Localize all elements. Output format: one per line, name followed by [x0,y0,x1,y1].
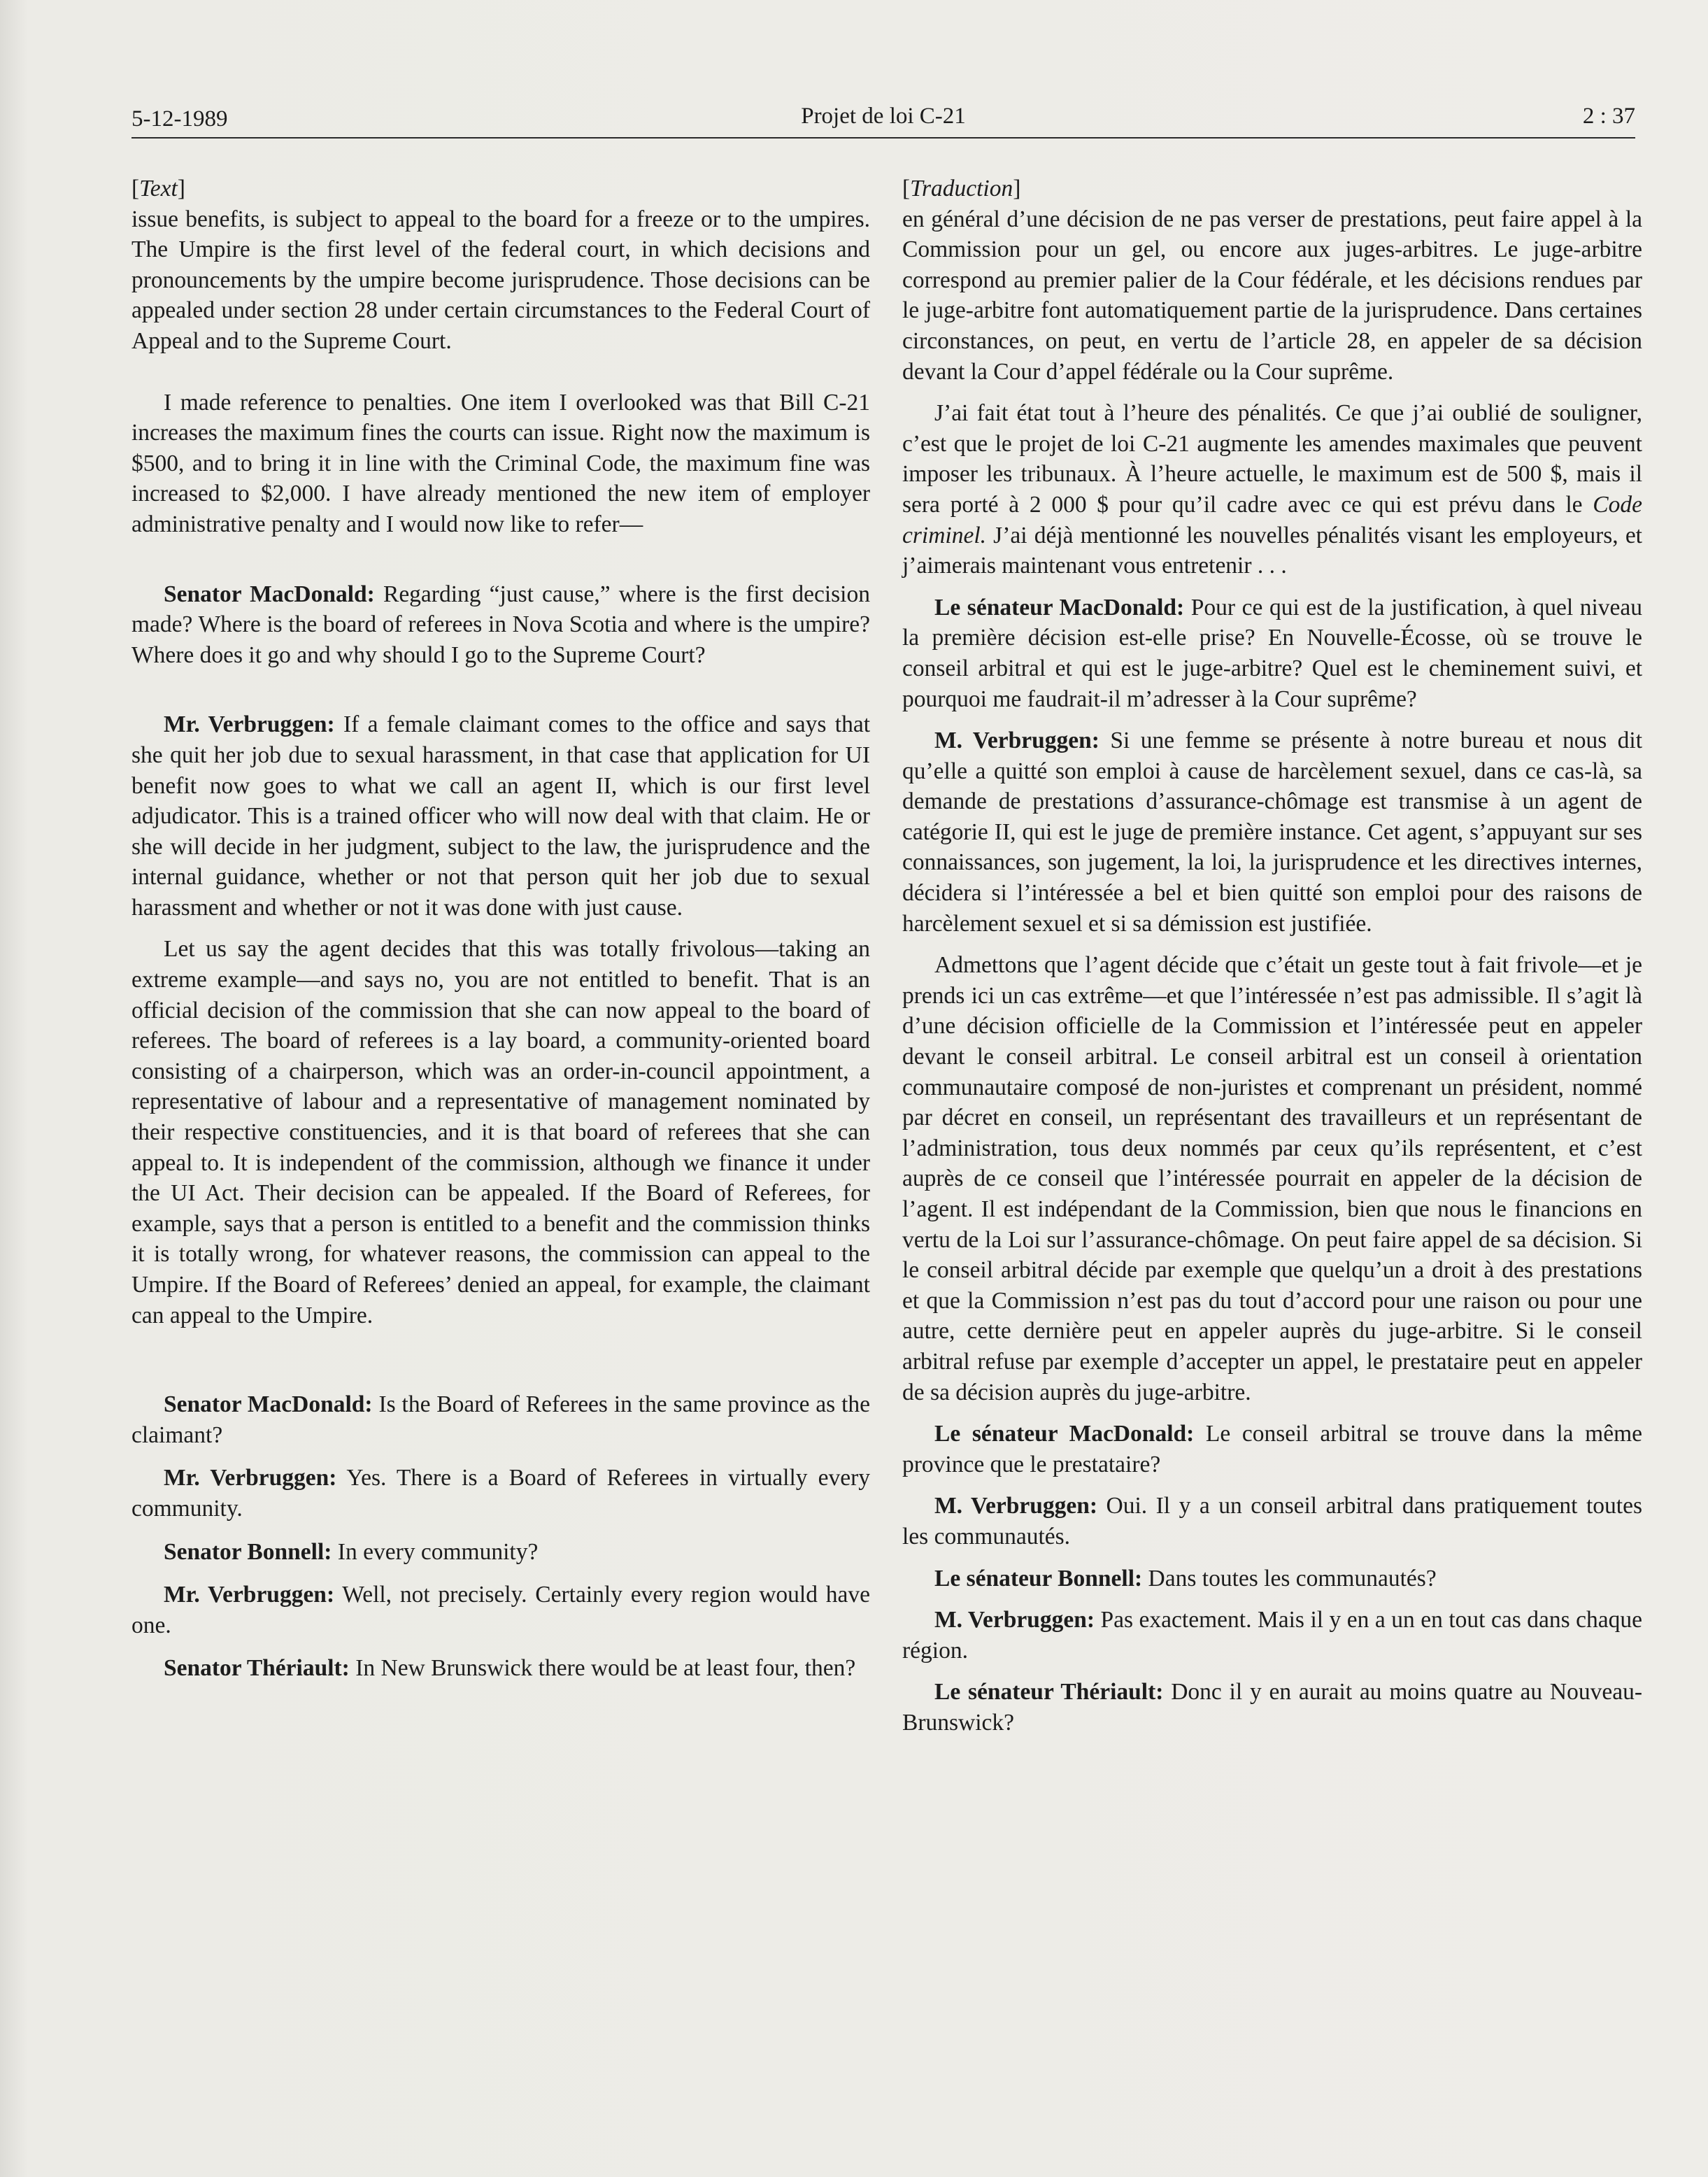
paragraph: Mr. Verbruggen: If a female claimant comes to the office and says that she quit her job due to sexual harassment, in that case that application for UI benefit now goes to what we call an agent II, which is our first level adjudicator. This is a trained officer who will now deal with that claim. He or she will decide in her judgment, subject to the law, the jurisprudence and the internal guidance, whether or not that person quit her job due to sexual harassment and whether or not it was done with just cause. [131,711,871,921]
speaker-name: Mr. Verbruggen: [164,711,335,738]
speaker-name: Mr. Verbruggen: [164,1465,337,1491]
speaker-name: M. Verbruggen: [934,728,1099,754]
paragraph: en général d’une décision de ne pas verser de prestations, peut faire appel à la Commission pour un gel, ou encore aux juges-arbitres. Le juge-arbitre correspond au premier palier de la Cour fédérale, et les décisions rendues par le juge-arbitre font automatiquement partie de la jurisprudence. Dans certaines circonstances, on peut, en vertu de l’article 28, en appeler de sa décision devant la Cour d’appel fédérale ou la Cour suprême. [902,206,1642,385]
paragraph: Le sénateur Bonnell: Dans toutes les communautés? [934,1565,1437,1591]
speaker-name: Le sénateur Bonnell: [934,1565,1143,1591]
paragraph: M. Verbruggen: Pas exactement. Mais il y en a un en tout cas dans chaque région. [902,1607,1643,1664]
english-column [131,173,870,1684]
speaker-name: M. Verbruggen: [934,1493,1098,1519]
paragraph: M. Verbruggen: Si une femme se présente à notre bureau et nous dit qu’elle a quitté son emploi à cause de harcèlement sexuel, dans ce cas-là, sa demande de prestations d’assurance-chômage est transmise à un agent de catégorie II, qui est le juge de première instance. Cet agent, s’appuyant sur ses connaissances, son jugement, la loi, la jurisprudence et les directives internes, décidera si l’intéressée a bel et bien quitté son emploi pour des raisons de harcèlement sexuel et si sa démission est justifiée. [902,728,1643,937]
paragraph: M. Verbruggen: Oui. Il y a un conseil arbitral dans pratiquement toutes les communautés. [902,1493,1642,1550]
header-date: 5-12-1989 [131,106,228,132]
paragraph: Senator MacDonald: Regarding “just cause,” where is the first decision made? Where is the board of referees in Nova Scotia and where is the umpire? Where does it go and why should I go to the Supreme Court? [131,581,870,668]
page-header [131,104,1635,140]
paragraph: Admettons que l’agent décide que c’était un geste tout à fait frivole—et je prends ici un cas extrême—et que l’intéressée n’est pas admissible. Il s’agit là d’une décision officielle de la Commission et l’intéressée peut en appeler devant le conseil arbitral. Le conseil arbitral est un conseil à orientation communautaire composé de non-juristes et comprenant un président, nommé par décret en conseil, un représentant des travailleurs et un représentant de l’administration, tous deux nommés par ceux qu’ils représentent, et c’est auprès de ce conseil que l’intéressée pourrait en appeler de la décision de l’agent. Il est indépendant de la Commission, bien que nous le financions en vertu de la Loi sur l’assurance-chômage. On peut faire appel de sa décision. Si le conseil arbitral décide par exemple que quelqu’un a droit à des prestations et que la Commission n’est pas du tout d’accord pour une raison ou pour une autre, cette dernière peut en appeler auprès du juge-arbitre. Si le conseil arbitral refuse par exemple d’accepter un appel, le prestataire peut en appeler de sa décision auprès du juge-arbitre. [902,952,1642,1405]
speaker-name: Senator Thériault: [164,1655,350,1682]
french-column [902,173,1642,1738]
header-rule [131,137,1635,139]
header-title: Projet de loi C-21 [801,104,966,129]
paragraph: J’ai fait état tout à l’heure des pénalités. Ce que j’ai oublié de souligner, c’est que le projet de loi C-21 augmente les amendes maximales que peuvent imposer les tribunaux. À l’heure actuelle, le maximum est de 500 $, mais il sera porté à 2 000 $ pour qu’il cadre avec ce qui est prévu dans le Code criminel. J’ai déjà mentionné les nouvelles pénalités visant les employeurs, et j’aimerais maintenant vous entretenir . . . [902,400,1642,579]
paragraph: issue benefits, is subject to appeal to the board for a freeze or to the umpires. The Umpire is the first level of the federal court, in which decisions and pronouncements by the umpire become jurisprudence. Those decisions can be appealed under section 28 under certain circumstances to the Federal Court of Appeal and to the Supreme Court. [131,206,870,354]
paragraph: Le sénateur Thériault: Donc il y en aurait au moins quatre au Nouveau-Brunswick? [902,1679,1642,1736]
speaker-name: M. Verbruggen: [934,1607,1095,1633]
paragraph: Le sénateur MacDonald: Le conseil arbitral se trouve dans la même province que le prestataire? [902,1421,1643,1477]
column-marker: [Traduction] [902,176,1021,201]
paragraph: Senator MacDonald: Is the Board of Referees in the same province as the claimant? [131,1391,870,1448]
paragraph: I made reference to penalties. One item I overlooked was that Bill C-21 increases the maximum fines the courts can issue. Right now the maximum is $500, and to bring it in line with the Criminal Code, the maximum fine was increased to $2,000. I have already mentioned the new item of employer administrative penalty and I would now like to refer— [131,389,870,537]
speaker-name: Senator MacDonald: [164,1391,373,1418]
paragraph: Let us say the agent decides that this was totally frivolous—taking an extreme example—and says no, you are not entitled to benefit. That is an official decision of the commission that she can now appeal to the board of referees. The board of referees is a lay board, a community-oriented board consisting of a chairperson, which was an order-in-council appointment, a representative of labour and a representative of management nominated by their respective constituencies, and it is that board of referees that she can appeal to. It is independent of the commission, although we finance it under the UI Act. Their decision can be appealed. If the Board of Referees, for example, says that a person is entitled to a benefit and the commission thinks it is totally wrong, for whatever reasons, the commission can appeal to the Umpire. If the Board of Referees’ denied an appeal, for example, the claimant can appeal to the Umpire. [131,936,870,1328]
speaker-name: Le sénateur MacDonald: [934,1421,1195,1447]
paragraph: Senator Thériault: In New Brunswick there would be at least four, then? [164,1655,856,1682]
paragraph: Senator Bonnell: In every community? [164,1538,539,1565]
paragraph: Le sénateur MacDonald: Pour ce qui est de la justification, à quel niveau la première décision est-elle prise? En Nouvelle-Écosse, où se trouve le conseil arbitral et qui est le juge-arbitre? Quel est le cheminement suivi, et pourquoi me faudrait-il m’adresser à la Cour suprême? [902,594,1642,712]
speaker-name: Le sénateur Thériault: [934,1679,1164,1706]
paragraph: Mr. Verbruggen: Well, not precisely. Certainly every region would have one. [131,1582,870,1638]
header-page-number: 2 : 37 [1582,104,1635,129]
speaker-name: Senator MacDonald: [164,581,375,607]
column-marker: [Text] [131,176,185,201]
speaker-name: Senator Bonnell: [164,1538,332,1565]
speaker-name: Mr. Verbruggen: [164,1582,335,1608]
speaker-name: Le sénateur MacDonald: [934,594,1185,621]
paragraph: Mr. Verbruggen: Yes. There is a Board of Referees in virtually every community. [131,1465,871,1522]
